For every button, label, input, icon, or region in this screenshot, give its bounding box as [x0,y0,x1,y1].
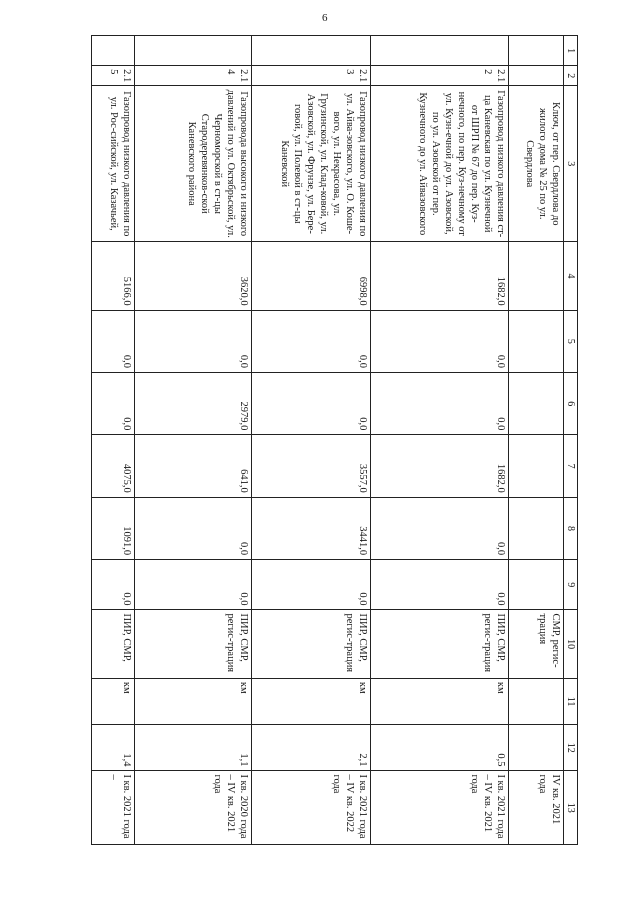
cell-unit: км [92,678,135,724]
cell-object-name: Газопровод низкого давления по ул. Рос-сийской, ул. Казачьей, [92,86,135,242]
cell-col5: 0,0 [92,310,135,372]
cell-item-number [509,66,564,86]
cell-col1 [371,36,509,66]
cell-col7 [509,435,564,497]
cell-unit: км [135,678,252,724]
header-cell: 10 [564,610,578,678]
header-cell: 6 [564,373,578,435]
cell-total: 3620,0 [135,242,252,310]
header-cell: 5 [564,310,578,372]
cell-unit: км [252,678,371,724]
cell-period: I кв. 2020 года – IV кв. 2021 года [135,771,252,845]
cell-col5: 0,0 [371,310,509,372]
cell-item-number: 2.15 [92,66,135,86]
cell-col6: 0,0 [92,373,135,435]
cell-work-type: ПИР, СМР, регис-трация [371,610,509,678]
cell-object-name: Газопровода высокого и низкого давлений по ул. Октябрьской, ул. Черноморской в ст-цы Стародеревянков-ской Каневского района [135,86,252,242]
cell-item-number: 2.12 [371,66,509,86]
cell-col5: 0,0 [252,310,371,372]
cell-length: 1,1 [135,725,252,771]
header-cell: 4 [564,242,578,310]
header-cell: 13 [564,771,578,845]
program-table [91,35,578,845]
cell-object-name: Ключ, от пер. Свердлова до жилого дома № 25 по ул. Свердлова [509,86,564,242]
cell-col8: 1091,0 [92,497,135,559]
cell-col6: 0,0 [252,373,371,435]
table-row [92,36,135,845]
cell-period: I кв. 2021 года – [92,771,135,845]
cell-col5 [509,310,564,372]
cell-col9 [509,560,564,610]
table-row [371,36,509,845]
page-number: 6 [322,12,328,24]
cell-col1 [92,36,135,66]
cell-col9: 0,0 [371,560,509,610]
header-cell: 7 [564,435,578,497]
cell-length: 2,1 [252,725,371,771]
cell-col7: 4075,0 [92,435,135,497]
cell-object-name: Газопровод низкого давления по ул. Айва-зовского, ул. О. Коше-вого, ул. Некрасова, ул. Грузинской, ул. Клад-ковой, ул. Азовской, ул. Фрунзе, ул. Бере-говой, ул. Полевой в ст-цы Каневской [252,86,371,242]
cell-col7: 1682,0 [371,435,509,497]
header-cell: 9 [564,560,578,610]
cell-col9: 0,0 [252,560,371,610]
cell-col5: 0,0 [135,310,252,372]
header-cell: 3 [564,86,578,242]
cell-length [509,725,564,771]
header-cell: 8 [564,497,578,559]
cell-period: I кв. 2021 года – IV кв. 2021 года [371,771,509,845]
cell-total: 6998,0 [252,242,371,310]
cell-total: 1682,0 [371,242,509,310]
header-cell: 1 [564,36,578,66]
cell-period: I кв. 2021 года – IV кв. 2022 года [252,771,371,845]
cell-col6: 2979,0 [135,373,252,435]
cell-col1 [509,36,564,66]
cell-col8: 3441,0 [252,497,371,559]
cell-length: 1,4 [92,725,135,771]
table-row [509,36,564,845]
cell-col8 [509,497,564,559]
cell-col8: 0,0 [371,497,509,559]
cell-col7: 3557,0 [252,435,371,497]
cell-col1 [252,36,371,66]
cell-col6: 0,0 [371,373,509,435]
cell-col1 [135,36,252,66]
header-cell: 11 [564,678,578,724]
rotated-table-container [108,35,578,845]
header-cell: 2 [564,66,578,86]
cell-col9: 0,0 [135,560,252,610]
cell-total: 5166,0 [92,242,135,310]
cell-object-name: Газопровод низкого давления ст-ца Каневская по ул. Кузнечной от ШРП № 67 до пер. Куз-нечного, по пер. Куз-нечному от ул. Кузн-ечной до ул. Азовской, по ул. Азовской от пер. Кузнечного до ул. Айвазовского [371,86,509,242]
column-number-header [564,36,578,845]
cell-work-type: ПИР, СМР, регис-трация [252,610,371,678]
cell-col6 [509,373,564,435]
cell-col8: 0,0 [135,497,252,559]
cell-length: 0,5 [371,725,509,771]
cell-work-type: ПИР, СМР, регис-трация [135,610,252,678]
cell-work-type: ПИР, СМР, [92,610,135,678]
cell-unit: км [371,678,509,724]
cell-total [509,242,564,310]
cell-work-type: СМР, регис-трация [509,610,564,678]
cell-item-number: 2.13 [252,66,371,86]
table-row [135,36,252,845]
cell-col9: 0,0 [92,560,135,610]
cell-col7: 641,0 [135,435,252,497]
table-row [252,36,371,845]
header-cell: 12 [564,725,578,771]
cell-item-number: 2.14 [135,66,252,86]
cell-unit [509,678,564,724]
cell-period: IV кв. 2021 года [509,771,564,845]
